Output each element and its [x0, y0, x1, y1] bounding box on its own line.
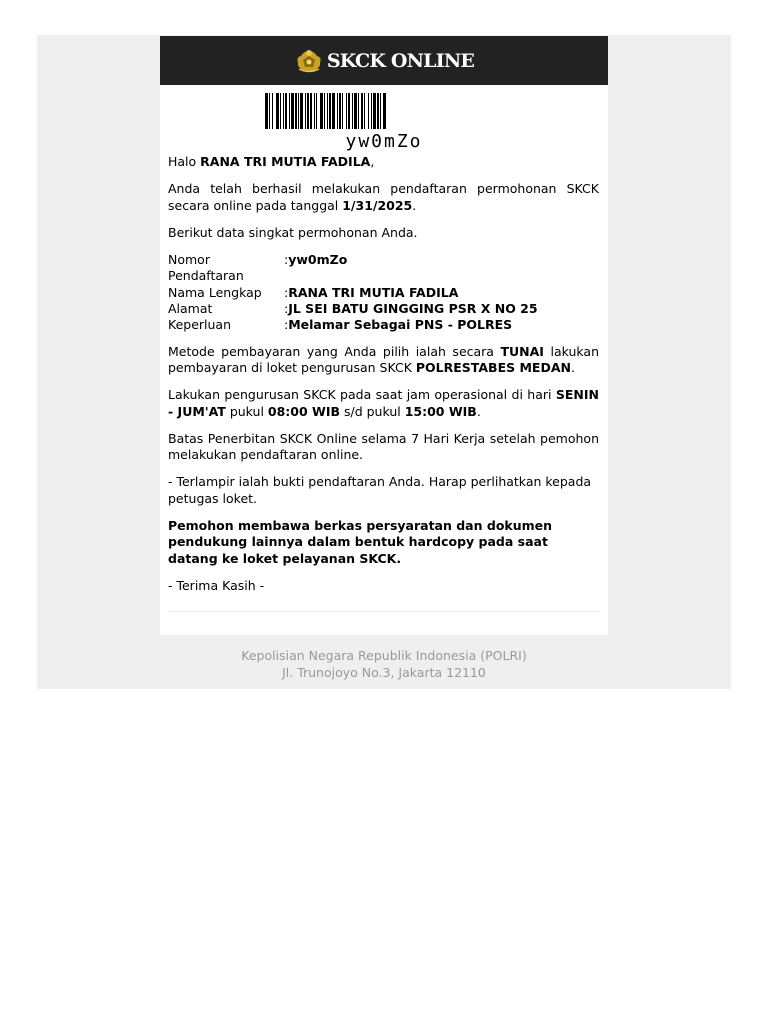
detail-label: Nomor Pendaftaran [168, 252, 244, 284]
schedule-paragraph: Lakukan pengurusan SKCK pada saat jam operasional di hari SENIN - JUM'AT pukul 08:00 WIB s/d pukul 15:00 WIB. [168, 387, 599, 419]
registration-number: yw0mZo [288, 252, 348, 268]
closing-text: - Terima Kasih - [168, 577, 265, 593]
attachment-note: - Terlampir ialah bukti pendaftaran Anda. Harap perlihatkan kepada petugas loket. [168, 474, 592, 506]
barcode [265, 93, 503, 129]
registration-date: 1/31/2025 [342, 197, 413, 213]
detail-row-address: Alamat : JL SEI BATU GINGGING PSR X NO 25 [168, 301, 538, 317]
end-time: 15:00 WIB [404, 403, 477, 419]
detail-row-registration: Nomor Pendaftaran : yw0mZo [168, 252, 538, 285]
email-body [168, 154, 599, 605]
payment-method: TUNAI [500, 343, 544, 359]
application-details [168, 252, 538, 333]
police-office: POLRESTABES MEDAN [415, 359, 571, 375]
operating-days: SENIN - JUM'AT [168, 387, 599, 419]
footer-address: Jl. Trunojoyo No.3, Jakarta 12110 [282, 664, 486, 680]
detail-label: Alamat [168, 301, 213, 317]
detail-label: Keperluan [168, 317, 232, 333]
greeting: Halo RANA TRI MUTIA FADILA, [168, 154, 375, 169]
intro-paragraph: Anda telah berhasil melakukan pendaftaran permohonan SKCK secara online pada tanggal 1/31/2025. [168, 181, 599, 213]
email-header [160, 36, 608, 85]
payment-paragraph: Metode pembayaran yang Anda pilih ialah secara TUNAI lakukan pembayaran di loket pengurusan SKCK POLRESTABES MEDAN. [168, 343, 600, 375]
requirement-note: Pemohon membawa berkas persyaratan dan dokumen pendukung lainnya dalam bentuk hardcopy pada saat datang ke loket pelayanan SKCK. [168, 518, 553, 566]
police-emblem-icon [294, 47, 324, 75]
footer-org: Kepolisian Negara Republik Indonesia (POLRI) [241, 648, 527, 663]
detail-label: Nama Lengkap [168, 284, 262, 300]
summary-intro: Berikut data singkat permohonan Anda. [168, 224, 418, 240]
divider [168, 611, 600, 612]
applicant-name: RANA TRI MUTIA FADILA [200, 154, 371, 169]
email-card [160, 36, 608, 635]
email-wrapper [37, 35, 731, 689]
detail-row-name: Nama Lengkap : RANA TRI MUTIA FADILA [168, 285, 538, 301]
purpose: Melamar Sebagai PNS - POLRES [288, 317, 513, 333]
barcode-code: yw0mZo [345, 131, 423, 152]
barcode-bar [383, 93, 386, 129]
detail-row-purpose: Keperluan : Melamar Sebagai PNS - POLRES [168, 317, 538, 333]
logo-text: SKCK ONLINE [326, 49, 475, 72]
email-footer [37, 648, 731, 681]
deadline-paragraph: Batas Penerbitan SKCK Online selama 7 Hari Kerja setelah pemohon melakukan pendaftaran online. [168, 430, 599, 463]
full-name: RANA TRI MUTIA FADILA [288, 284, 459, 300]
address: JL SEI BATU GINGGING PSR X NO 25 [288, 301, 538, 317]
start-time: 08:00 WIB [267, 403, 341, 419]
